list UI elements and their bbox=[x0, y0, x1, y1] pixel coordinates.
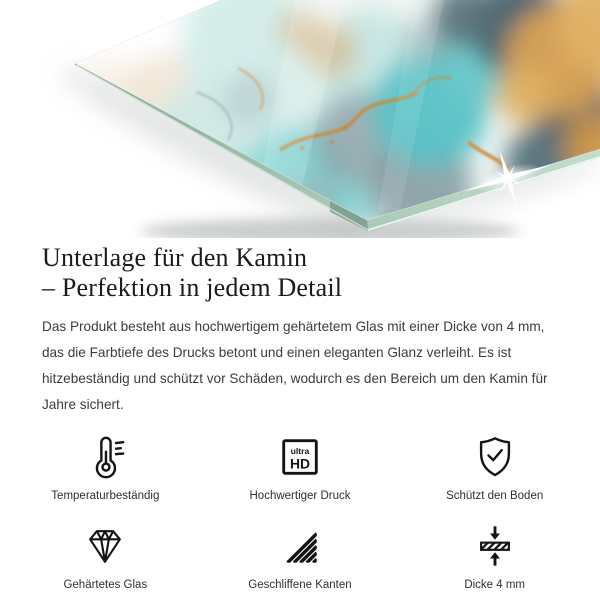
svg-text:ultra: ultra bbox=[290, 446, 310, 457]
content-section bbox=[0, 243, 600, 418]
svg-text:HD: HD bbox=[289, 455, 311, 472]
feature-label: Gehärtetes Glas bbox=[63, 579, 148, 591]
product-description: Das Produkt besteht aus hochwertigem gehärtetem Glas mit einer Dicke von 4 mm, das die Farbtiefe des Drucks betont und einen eleganten Glanz verleiht. Es ist hitzebeständig und schützt vor Schäden, wodurch es den Bereich um den Kamin für Jahre sichert. bbox=[42, 319, 548, 412]
feature-label: Schützt den Boden bbox=[446, 490, 544, 502]
feature-temperature bbox=[8, 434, 203, 503]
feature-label: Dicke 4 mm bbox=[464, 579, 526, 591]
feature-label: Hochwertiger Druck bbox=[249, 490, 351, 502]
feature-print-quality bbox=[203, 434, 398, 503]
page-title-line1: Unterlage für den Kamin bbox=[42, 243, 308, 272]
product-hero-image bbox=[0, 0, 600, 238]
feature-polished-edges bbox=[203, 523, 398, 592]
diamond-icon bbox=[82, 523, 128, 569]
page-title bbox=[42, 243, 558, 303]
ultra-hd-icon bbox=[277, 434, 323, 480]
feature-label: Temperaturbeständig bbox=[51, 490, 160, 502]
polished-edges-icon bbox=[277, 523, 323, 569]
thickness-icon bbox=[472, 523, 518, 569]
feature-label: Geschliffene Kanten bbox=[248, 579, 352, 591]
feature-tempered-glass bbox=[8, 523, 203, 592]
feature-floor-protection bbox=[397, 434, 592, 503]
thermometer-icon bbox=[82, 434, 128, 480]
page-title-line2: – Perfektion in jedem Detail bbox=[42, 273, 343, 302]
features-grid bbox=[0, 434, 600, 592]
shield-check-icon bbox=[472, 434, 518, 480]
feature-thickness bbox=[397, 523, 592, 592]
